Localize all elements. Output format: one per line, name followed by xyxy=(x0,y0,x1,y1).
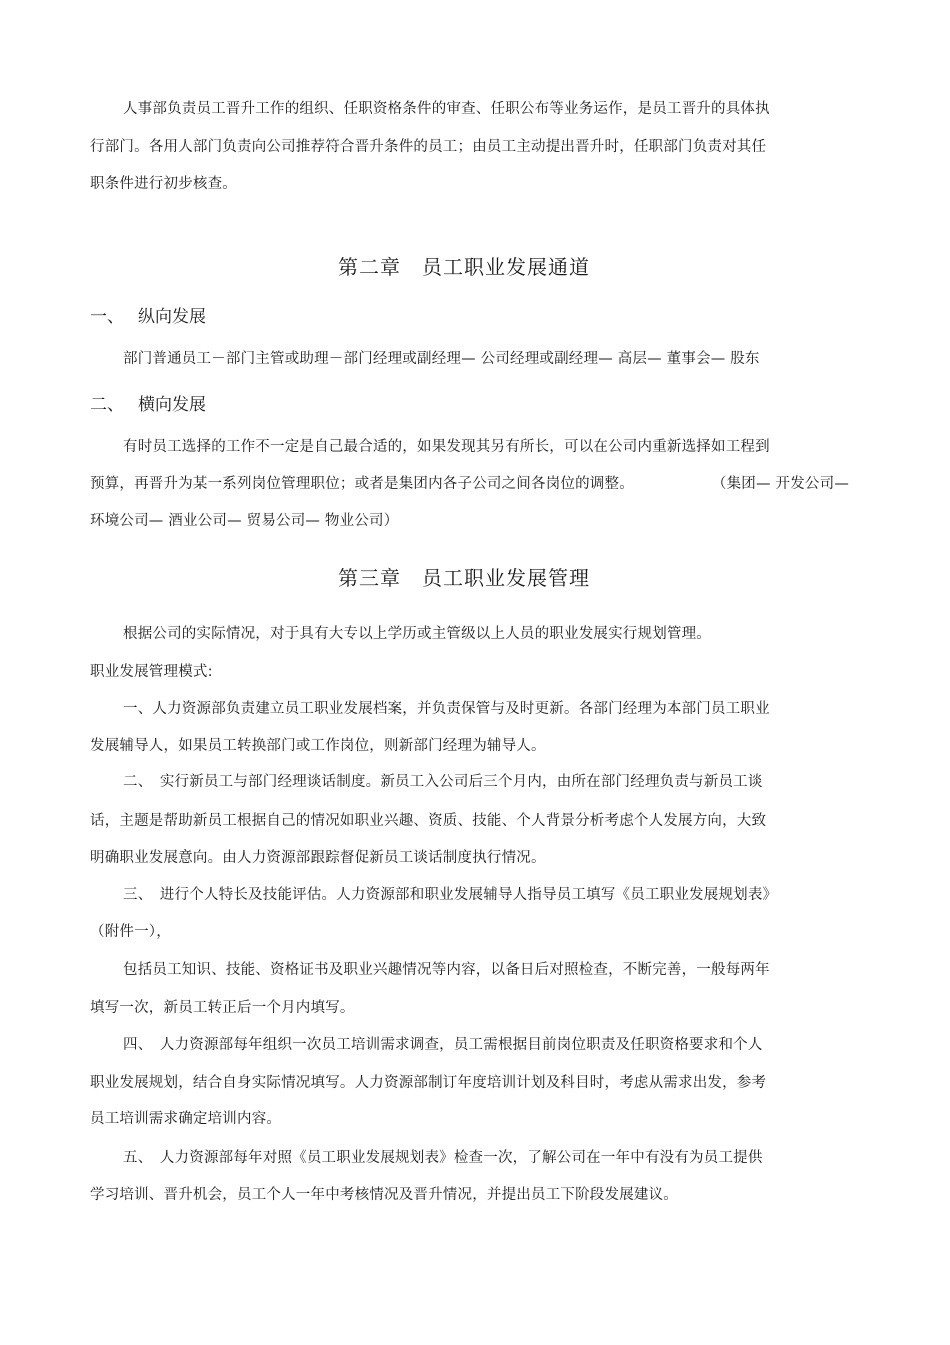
horizontal-line-1: 有时员工选择的工作不一定是自己最合适的，如果发现其另有所长，可以在公司内重新选择如工程到 xyxy=(123,439,770,455)
section-number: 一、 xyxy=(90,307,124,327)
horizontal-line-2b: （集团— 开发公司— xyxy=(711,476,850,492)
section-title: 纵向发展 xyxy=(138,307,206,327)
section-horizontal-heading xyxy=(90,393,206,417)
item-3-line-3: 包括员工知识、技能、资格证书及职业兴趣情况等内容，以备日后对照检查，不断完善，一般每两年 xyxy=(123,962,770,978)
item-3-line-4: 填写一次，新员工转正后一个月内填写。 xyxy=(90,1000,355,1016)
item-4-line-1: 四、 人力资源部每年组织一次员工培训需求调查，员工需根据目前岗位职责及任职资格要求和个人 xyxy=(123,1037,763,1053)
intro-line-2: 行部门。各用人部门负责向公司推荐符合晋升条件的员工；由员工主动提出晋升时，任职部门负责对其任 xyxy=(90,139,767,155)
intro-line-1: 人事部负责员工晋升工作的组织、任职资格条件的审查、任职公布等业务运作，是员工晋升的具体执 xyxy=(123,101,770,117)
item-2-line-2: 话，主题是帮助新员工根据自己的情况如职业兴趣、资质、技能、个人背景分析考虑个人发展方向，大致 xyxy=(90,813,767,829)
section-vertical-heading xyxy=(90,305,206,329)
intro-line-3: 职条件进行初步核查。 xyxy=(90,176,237,192)
item-4-line-2: 职业发展规划，结合自身实际情况填写。人力资源部制订年度培训计划及科目时，考虑从需求出发，参考 xyxy=(90,1075,767,1091)
item-2-line-1: 二、 实行新员工与部门经理谈话制度。新员工入公司后三个月内，由所在部门经理负责与新员工谈 xyxy=(123,774,763,790)
chapter-3-paragraph-1: 根据公司的实际情况，对于具有大专以上学历或主管级以上人员的职业发展实行规划管理。 xyxy=(123,626,711,642)
horizontal-line-2 xyxy=(90,474,849,494)
horizontal-line-3: 环境公司— 酒业公司— 贸易公司— 物业公司） xyxy=(90,513,399,529)
item-2-line-3: 明确职业发展意向。由人力资源部跟踪督促新员工谈话制度执行情况。 xyxy=(90,850,546,866)
item-5-line-2: 学习培训、晋升机会，员工个人一年中考核情况及晋升情况，并提出员工下阶段发展建议。 xyxy=(90,1187,678,1203)
chapter-3-title: 第三章 员工职业发展管理 xyxy=(338,566,590,590)
vertical-path-text: 部门普通员工－部门主管或助理－部门经理或副经理— 公司经理或副经理— 高层— 董事会— 股东 xyxy=(123,351,760,367)
item-4-line-3: 员工培训需求确定培训内容。 xyxy=(90,1111,282,1127)
horizontal-line-2a: 预算，再晋升为某一系列岗位管理职位；或者是集团内各子公司之间各岗位的调整。 xyxy=(90,476,634,492)
item-3-line-2: （附件一）， xyxy=(90,924,171,940)
chapter-3-paragraph-2: 职业发展管理模式: xyxy=(90,664,213,680)
section-title: 横向发展 xyxy=(138,395,206,415)
item-5-line-1: 五、 人力资源部每年对照《员工职业发展规划表》检查一次，了解公司在一年中有没有为员工提供 xyxy=(123,1150,763,1166)
item-3-line-1: 三、 进行个人特长及技能评估。人力资源部和职业发展辅导人指导员工填写《员工职业发展规划表》 xyxy=(123,887,778,903)
item-1-line-1: 一、人力资源部负责建立员工职业发展档案，并负责保管与及时更新。各部门经理为本部门员工职业 xyxy=(123,701,770,717)
section-number: 二、 xyxy=(90,395,124,415)
item-1-line-2: 发展辅导人，如果员工转换部门或工作岗位，则新部门经理为辅导人。 xyxy=(90,738,546,754)
chapter-2-title: 第二章 员工职业发展通道 xyxy=(338,255,590,279)
